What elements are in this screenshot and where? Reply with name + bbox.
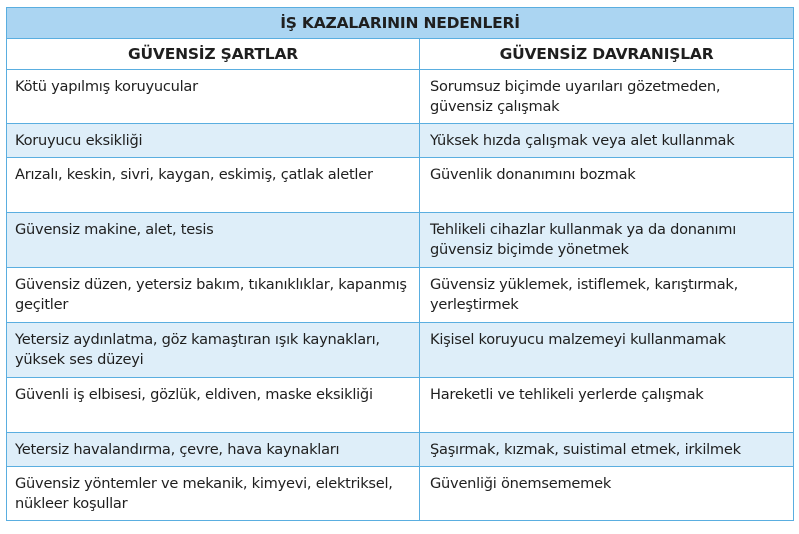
behavior-cell: Sorumsuz biçimde uyarıları gözetmeden, güvensiz çalışmak <box>420 70 794 124</box>
table-row <box>7 124 794 158</box>
condition-cell: Güvensiz makine, alet, tesis <box>7 213 420 268</box>
table-row <box>7 70 794 124</box>
accident-causes-table-wrapper <box>6 7 793 521</box>
condition-cell: Güvenli iş elbisesi, gözlük, eldiven, maske eksikliği <box>7 378 420 433</box>
behavior-cell: Tehlikeli cihazlar kullanmak ya da donanımı güvensiz biçimde yönetmek <box>420 213 794 268</box>
behavior-cell: Güvenlik donanımını bozmak <box>420 158 794 213</box>
behavior-cell: Kişisel koruyucu malzemeyi kullanmamak <box>420 323 794 378</box>
table-title: İŞ KAZALARININ NEDENLERİ <box>7 8 794 39</box>
table-row <box>7 378 794 433</box>
table-row <box>7 213 794 268</box>
behavior-cell: Şaşırmak, kızmak, suistimal etmek, irkilmek <box>420 433 794 467</box>
table-row <box>7 158 794 213</box>
condition-cell: Güvensiz yöntemler ve mekanik, kimyevi, elektriksel, nükleer koşullar <box>7 467 420 521</box>
behavior-cell: Hareketli ve tehlikeli yerlerde çalışmak <box>420 378 794 433</box>
condition-cell: Yetersiz havalandırma, çevre, hava kaynakları <box>7 433 420 467</box>
header-row <box>7 39 794 70</box>
table-row <box>7 467 794 521</box>
behavior-cell: Güvenliği önemsememek <box>420 467 794 521</box>
table-row <box>7 433 794 467</box>
title-row <box>7 8 794 39</box>
behavior-cell: Yüksek hızda çalışmak veya alet kullanmak <box>420 124 794 158</box>
behavior-cell: Güvensiz yüklemek, istiflemek, karıştırmak, yerleştirmek <box>420 268 794 323</box>
condition-cell: Kötü yapılmış koruyucular <box>7 70 420 124</box>
condition-cell: Güvensiz düzen, yetersiz bakım, tıkanıklıklar, kapanmış geçitler <box>7 268 420 323</box>
condition-cell: Koruyucu eksikliği <box>7 124 420 158</box>
condition-cell: Yetersiz aydınlatma, göz kamaştıran ışık kaynakları, yüksek ses düzeyi <box>7 323 420 378</box>
condition-cell: Arızalı, keskin, sivri, kaygan, eskimiş, çatlak aletler <box>7 158 420 213</box>
table-row <box>7 268 794 323</box>
table-row <box>7 323 794 378</box>
header-unsafe-behaviors: GÜVENSİZ DAVRANIŞLAR <box>420 39 794 70</box>
accident-causes-table <box>6 7 794 521</box>
header-unsafe-conditions: GÜVENSİZ ŞARTLAR <box>7 39 420 70</box>
